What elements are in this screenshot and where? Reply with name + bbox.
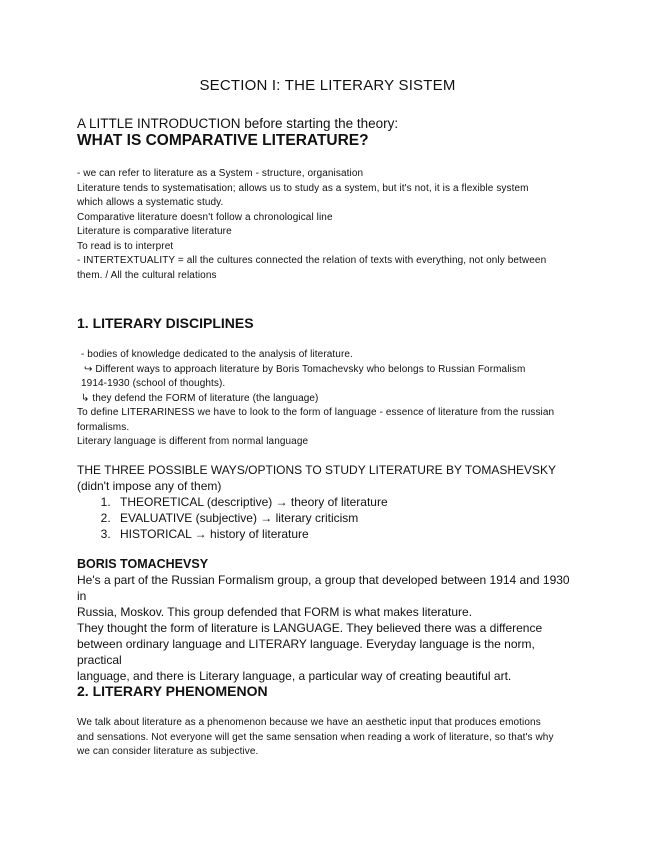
section-1-line: - bodies of knowledge dedicated to the analysis of literature.: [81, 349, 353, 360]
section-2-line: and sensations. Not everyone will get the same sensation when reading a work of literature, so that's why: [77, 731, 554, 743]
section-1-line: ↪ Different ways to approach literature by Boris Tomachevsky who belongs to Russian Formalism: [84, 363, 526, 375]
intro-heading: WHAT IS COMPARATIVE LITERATURE?: [77, 132, 369, 149]
list-item: 2. EVALUATIVE (subjective) → literary criticism: [114, 510, 577, 526]
section-1-line: formalisms.: [77, 421, 130, 433]
intro-text-line: them. / All the cultural relations: [77, 269, 217, 281]
section-1-heading: 1. LITERARY DISCIPLINES: [77, 315, 254, 331]
boris-line: language, and there is Literary language, a particular way of creating beautiful art.: [77, 669, 512, 683]
list-item: 3. HISTORICAL → history of literature: [114, 526, 577, 542]
boris-line: between ordinary language and LITERARY language. Everyday language is the norm, practical: [77, 637, 535, 667]
intro-text-line: Literature is comparative literature: [77, 226, 232, 237]
intro-text-line: which allows a systematic study.: [77, 197, 224, 208]
intro-text-line: To read is to interpret: [77, 240, 174, 252]
boris-line: He's a part of the Russian Formalism group, a group that developed between 1914 and 1930 in: [77, 573, 570, 603]
intro-paragraph: [77, 167, 577, 283]
section-1-line: 1914-1930 (school of thoughts).: [81, 378, 226, 389]
intro-text-line: Comparative literature doesn't follow a chronological line: [77, 211, 333, 223]
boris-paragraph: [77, 572, 582, 684]
section-1-paragraph: [77, 348, 577, 450]
boris-line: Russia, Moskov. This group defended that FORM is what makes literature.: [77, 605, 473, 619]
intro-text-line: Literature tends to systematisation; allows us to study as a system, but it's not, it is a flexible system: [77, 182, 529, 194]
section-1-line: ↳ they defend the FORM of literature (the language): [81, 392, 319, 404]
list-item: 1. THEORETICAL (descriptive) → theory of literature: [114, 494, 577, 510]
page-title: SECTION I: THE LITERARY SISTEM: [199, 77, 456, 94]
intro-text-line: - INTERTEXTUALITY = all the cultures connected the relation of texts with everything, not only between: [77, 255, 547, 266]
intro-line: A LITTLE INTRODUCTION before starting the theory:: [77, 116, 399, 131]
study-ways-heading: THE THREE POSSIBLE WAYS/OPTIONS TO STUDY LITERATURE BY TOMASHEVSKY: [77, 463, 557, 477]
section-2-paragraph: [77, 716, 577, 760]
section-2-line: we can consider literature as subjective.: [77, 746, 259, 757]
section-2-heading: 2. LITERARY PHENOMENON: [77, 683, 268, 699]
boris-heading: BORIS TOMACHEVSY: [77, 557, 209, 571]
boris-line: They thought the form of literature is LANGUAGE. They believed there was a difference: [77, 621, 543, 635]
study-ways-list: [77, 494, 577, 542]
intro-text-line: - we can refer to literature as a System - structure, organisation: [77, 168, 364, 179]
section-1-line: To define LITERARINESS we have to look to the form of language - essence of literature from the russian: [77, 407, 555, 418]
study-ways: [77, 462, 577, 542]
section-1-line: Literary language is different from normal language: [77, 436, 309, 447]
section-2-line: We talk about literature as a phenomenon because we have an aesthetic input that produces emotions: [77, 717, 541, 728]
study-ways-subheading: (didn't impose any of them): [77, 479, 222, 493]
